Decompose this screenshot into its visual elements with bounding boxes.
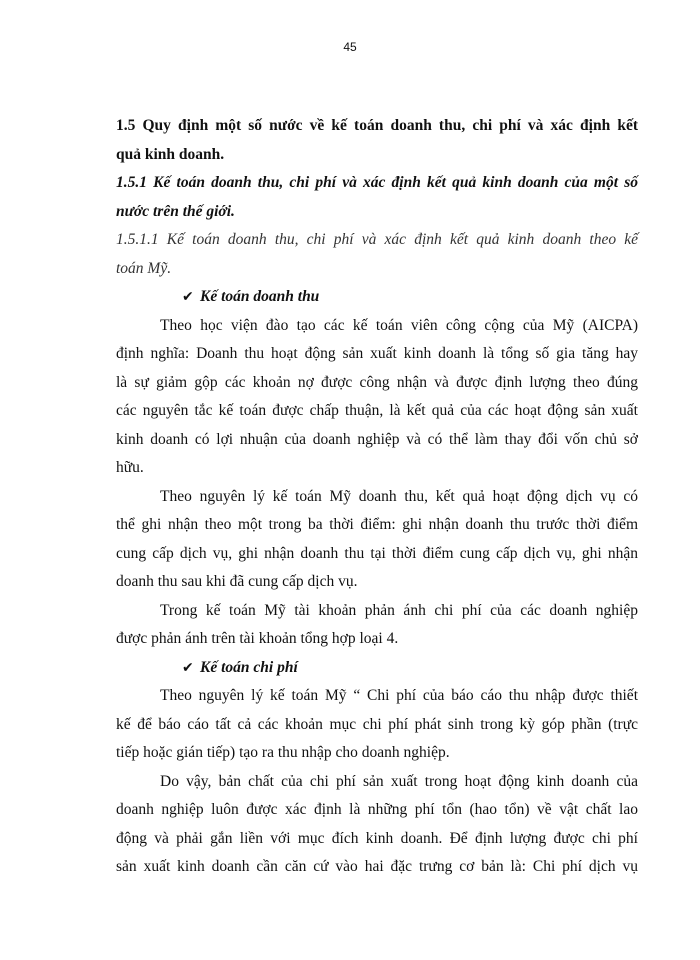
paragraph-line: Theo nguyên lý kế toán Mỹ “ Chi phí của báo cáo thu nhập được thiết — [160, 687, 638, 704]
paragraph-line: sản xuất kinh doanh cần căn cứ vào hai đặc trưng cơ bản là: Chi phí dịch vụ — [116, 858, 638, 875]
paragraph-line: định nghĩa: Doanh thu hoạt động sản xuất kinh doanh là tổng số gia tăng hay — [116, 345, 638, 362]
paragraph-line: thể ghi nhận theo một trong ba thời điểm: ghi nhận doanh thu trước thời điểm — [116, 516, 638, 533]
expense-paragraph-1 — [116, 682, 638, 768]
expense-heading-text: Kế toán chi phí — [200, 658, 298, 676]
paragraph-line: động và phải gắn liền với mục đích kinh doanh. Để định lượng được chi phí — [116, 829, 638, 847]
subsection-heading-line: nước trên thế giới. — [116, 202, 235, 220]
subsubsection-heading — [116, 226, 638, 283]
subsubsection-heading-line: toán Mỹ. — [116, 259, 172, 277]
paragraph-line: được phản ánh trên tài khoản tổng hợp loại 4. — [116, 630, 399, 647]
paragraph-line: Do vậy, bản chất của chi phí sản xuất trong hoạt động kinh doanh của — [160, 772, 638, 790]
page-number: 45 — [343, 40, 357, 54]
paragraph-line: tiếp hoặc gián tiếp) tạo ra thu nhập cho doanh nghiệp. — [116, 744, 450, 761]
subsubsection-heading-line: 1.5.1.1 Kế toán doanh thu, chi phí và xác định kết quả kinh doanh theo kế — [116, 231, 638, 248]
document-body — [116, 112, 638, 882]
section-heading — [116, 112, 638, 169]
revenue-paragraph-2 — [116, 483, 638, 597]
subsection-heading — [116, 169, 638, 226]
section-heading-line: 1.5 Quy định một số nước về kế toán doanh thu, chi phí và xác định kết — [116, 117, 638, 134]
paragraph-line: kế để báo cáo tất cả các khoản mục chi phí phát sinh trong kỳ góp phần (trực — [116, 715, 638, 733]
paragraph-line: Trong kế toán Mỹ tài khoản phản ánh chi phí của các doanh nghiệp — [160, 601, 638, 619]
paragraph-line: cung cấp dịch vụ, ghi nhận doanh thu tại thời điểm cung cấp dịch vụ, ghi nhận — [116, 544, 638, 562]
paragraph-line: hữu. — [116, 459, 144, 476]
subsection-heading-line: 1.5.1 Kế toán doanh thu, chi phí và xác định kết quả kinh doanh của một số — [116, 174, 638, 191]
expense-paragraph-2 — [116, 768, 638, 882]
paragraph-line: các nguyên tắc kế toán được chấp thuận, là kết quả của các hoạt động sản xuất — [116, 402, 638, 419]
revenue-paragraph-1 — [116, 312, 638, 483]
paragraph-line: kinh doanh có lợi nhuận của doanh nghiệp và có thể làm thay đổi vốn chủ sở — [116, 430, 638, 448]
expense-heading — [116, 654, 638, 683]
paragraph-line: doanh nghiệp luôn được xác định là những phí tổn (hao tổn) về vật chất lao — [116, 801, 638, 818]
paragraph-line: Theo nguyên lý kế toán Mỹ doanh thu, kết quả hoạt động dịch vụ có — [160, 487, 638, 505]
revenue-heading-text: Kế toán doanh thu — [200, 288, 320, 305]
section-heading-line: quả kinh doanh. — [116, 145, 225, 163]
paragraph-line: là sự giảm gộp các khoản nợ được công nhận và được định lượng theo đúng — [116, 373, 638, 391]
check-icon: ✔ — [182, 289, 194, 305]
check-icon: ✔ — [182, 659, 194, 676]
revenue-paragraph-3 — [116, 597, 638, 654]
paragraph-line: doanh thu sau khi đã cung cấp dịch vụ. — [116, 573, 358, 590]
revenue-heading — [116, 283, 638, 312]
paragraph-line: Theo học viện đào tạo các kế toán viên công cộng của Mỹ (AICPA) — [160, 316, 638, 334]
